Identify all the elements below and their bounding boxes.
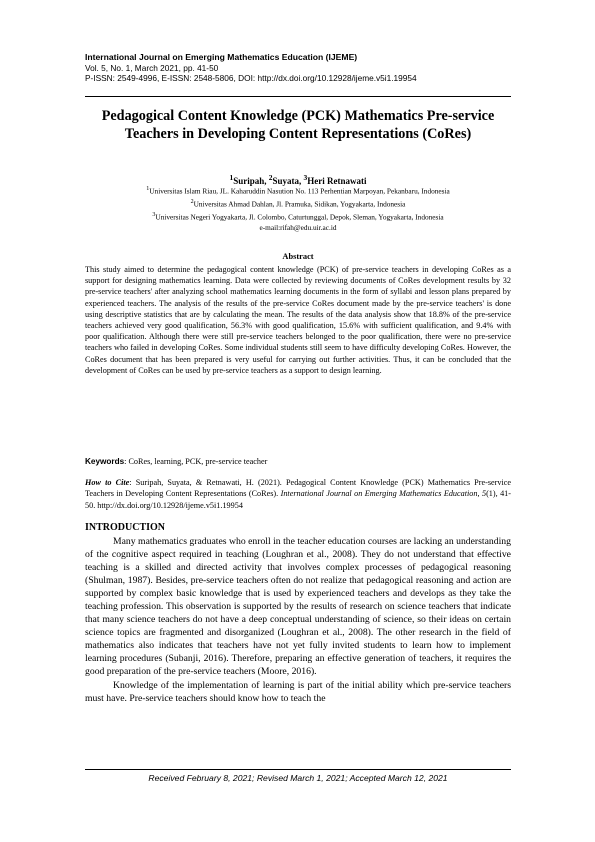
affiliation-1-text: Universitas Islam Riau, JL. Kaharuddin Nasution No. 113 Perhentian Marpoyan, Pekanbaru, Indonesia: [149, 186, 450, 196]
journal-header: [85, 52, 511, 84]
citation-volume: 5: [481, 489, 487, 499]
keywords: [85, 456, 511, 467]
footer-divider: [85, 769, 511, 770]
author-2-affil-mark: 2: [268, 173, 273, 182]
abstract-heading: Abstract: [282, 252, 314, 261]
affiliation-2-text: Universitas Ahmad Dahlan, Jl. Pramuka, Sidikan, Yogyakarta, Indonesia: [193, 199, 406, 209]
affiliation-3: [85, 210, 511, 223]
volume-line: Vol. 5, No. 1, March 2021, pp. 41-50: [85, 62, 219, 73]
citation-doi-link[interactable]: http://dx.doi.org/10.12928/ijeme.v5i1.19954: [97, 500, 243, 510]
keywords-text: : CoRes, learning, PCK, pre-service teacher: [124, 457, 268, 466]
author-2: Suyata: [272, 176, 300, 186]
affiliation-1-mark: 1: [146, 186, 150, 192]
citation-journal: International Journal on Emerging Mathematics Education: [280, 489, 478, 499]
corresponding-email: e-mail:rifah@edu.uir.ac.id: [259, 222, 337, 232]
affiliation-3-text: Universitas Negeri Yogyakarta, Jl. Colombo, Caturtunggal, Depok, Sleman, Yogyakarta, Indonesia: [155, 212, 444, 222]
introduction-paragraph-2: Knowledge of the implementation of learning is part of the initial ability which pre-service teachers must have. Pre-service teachers should know how to teach the: [85, 679, 511, 704]
author-3: Heri Retnawati: [307, 176, 367, 186]
citation-separator: ,: [477, 489, 482, 499]
abstract-text: This study aimed to determine the pedagogical content knowledge (PCK) of pre-service teachers in developing CoRes as a support for designing mathematics learning. Data were collected by reviewing documents of CoRes development results by 32 pre-service teachers' after analyzing school mathematics learning documents in the form of syllabi and lesson plans prepared by experienced teachers. The analysis of the results of the pre-service CoRes document made by the pre-service teachers' is done using descriptive statistics that are by calculating the mean. The results of the data analysis show that 18.8% of the pre-service teachers achieved very good qualification, 56.3% with good qualification, 15.6% with sufficient qualification, and 9.4% with poor qualification. Although there were still pre-service teachers belonged to the poor qualification, there were no pre-service teachers who failed in developing CoRes. Some individual students still seem to have difficulty developing CoRes. However, the CoRes document that has been prepared is very useful for carrying out further activities. Thus, it can be concluded that the development of CoRes can be used by pre-service teachers as a support to design learning.: [85, 265, 511, 375]
header-divider: [85, 96, 511, 97]
author-3-affil-mark: 3: [303, 173, 308, 182]
introduction-body: [85, 535, 511, 705]
author-list: $^1$Suripah, $^2$Suyata, $^3$Heri Retnawati: [229, 173, 367, 186]
affiliations: [85, 184, 511, 233]
introduction-heading: INTRODUCTION: [85, 522, 166, 533]
journal-name: International Journal on Emerging Mathematics Education (IJEME): [85, 52, 358, 62]
received-dates-footer: Received February 8, 2021; Revised March 1, 2021; Accepted March 12, 2021: [148, 773, 448, 783]
citation-issue-pages: (1), 41-50.: [85, 489, 511, 510]
issn-doi-line: P-ISSN: 2549-4996, E-ISSN: 2548-5806, DOI: http://dx.doi.org/10.12928/ijeme.v5i1.19954: [85, 73, 417, 84]
author-1: Suripah: [233, 176, 265, 186]
affiliation-3-mark: 3: [152, 211, 156, 218]
affiliation-2: [85, 197, 511, 210]
how-to-cite: [85, 477, 511, 511]
affiliation-1: [85, 184, 511, 197]
citation-text: : Suripah, Suyata, & Retnawati, H. (2021). Pedagogical Content Knowledge (PCK) Mathematics Pre-service Teachers in Developing Content Representations (CoRes).: [85, 478, 512, 499]
affiliation-2-mark: 2: [190, 198, 194, 205]
introduction-paragraph-1: Many mathematics graduates who enroll in the teacher education courses are lacking an understanding of the cognitive aspect required in teaching (Loughran et al., 2008). They do not understand that effective teaching is a skilled and directed activity that involves complex processes of pedagogical reasoning (Shulman, 1987). Besides, pre-service teachers often do not realize that pedagogical reasoning and action are supported by complex basic knowledge that is used by experienced teachers and develops as they take the teaching profession. This observation is supported by the results of research on science teachers that indicate that many science teachers do not have a deep conceptual understanding of science, so their ideas on certain science topics are fragmented and disorganized (Loughran et al., 2008). The other research in the field of mathematics also indicates that teachers have not yet fully invited students to learn how to implement learning procedures (Subanji, 2016). Therefore, preparing an effective generation of teachers, it requires the good preparation of the pre-service teachers (Moore, 2016).: [85, 536, 511, 678]
paper-title: Pedagogical Content Knowledge (PCK) Mathematics Pre-service Teachers in Developing Content Representations (CoRes): [101, 108, 495, 143]
keywords-label: Keywords: [85, 457, 125, 466]
how-to-cite-label: How to Cite: [85, 478, 130, 487]
author-1-affil-mark: 1: [229, 173, 234, 182]
